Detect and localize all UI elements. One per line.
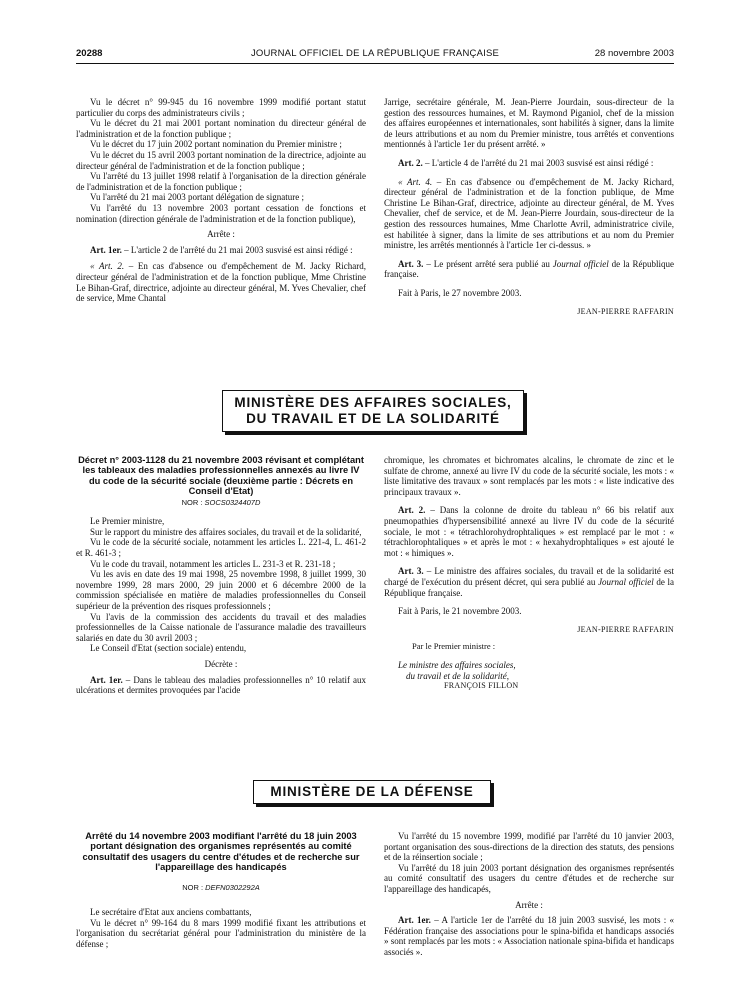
visa-paragraph: Vu le décret n° 99-945 du 16 novembre 1999 modifié portant statut particulier du corps des administrateurs civils ;	[76, 97, 366, 118]
quoted-article	[76, 261, 366, 303]
ministry-heading-line2: DU TRAVAIL ET DE LA SOLIDARITÉ	[246, 411, 500, 426]
article-label: Art. 2.	[398, 505, 426, 516]
quoted-article-text: – En cas d'absence ou d'empêchement de M. Jacky Richard, directeur général de l'administration et de la fonction publique, de Mme Christine Le Bihan-Graf, directrice, adjointe au directeur général, de M. Yves Chevalier, chef de service, et de M. Jean-Pierre Jourdain, sous-directeur de la gestion des ressources humaines, Mme Charlotte Avril, administratrice civile, est habilitée à signer, dans la limite de ses attributions et au nom du Premier ministre, les arrêtés mentionnés à l'article 1er ci-dessus. »	[384, 176, 674, 251]
quoted-article-label: « Art. 4.	[398, 176, 433, 187]
article-paragraph	[384, 505, 674, 558]
visa-paragraph: Vu le décret du 17 juin 2002 portant nomination du Premier ministre ;	[90, 139, 342, 150]
page-header	[76, 48, 674, 62]
signature: JEAN-PIERRE RAFFARIN	[577, 624, 674, 634]
ministry-heading-box	[222, 390, 524, 432]
minister-title-line2: du travail et de la solidarité,	[406, 670, 509, 681]
decree3-right-column	[384, 831, 674, 958]
article-paragraph: Art. 3. – Le présent arrêté sera publié au Journal officiel de la République française.	[384, 258, 674, 280]
continued-paragraph: chromique, les chromates et bichromates alcalins, le chromate de zinc et le sulfate de chrome, annexé au livre IV du code de la sécurité sociale, les mots : « liste limitative des travaux » sont remplacés par les mots : « liste indicative des principaux travaux ».	[384, 455, 674, 497]
ministry-heading-line1: MINISTÈRE DE LA DÉFENSE	[270, 784, 474, 799]
signature: JEAN-PIERRE RAFFARIN	[577, 306, 674, 316]
continued-paragraph: Jarrige, secrétaire générale, M. Jean-Pierre Jourdain, sous-directeur de la gestion des ressources humaines, et M. Raymond Piganiol, chef de la mission des affaires européennes et internationales, sont habilités à signer, dans la limite de leurs attributions et au nom du Premier ministre, tous arrêtés et conventions mentionnés à l'article 1er du présent arrêté. »	[384, 97, 674, 150]
visa-paragraph: Vu l'arrêté du 13 novembre 2003 portant cessation de fonctions et nomination (direction générale de l'administration et de la fonction publique),	[76, 202, 366, 224]
header-rule	[76, 63, 674, 64]
article-label: Art. 3.	[398, 566, 424, 577]
article-paragraph	[76, 245, 366, 256]
visa-paragraph: Le secrétaire d'Etat aux anciens combattants,	[90, 907, 252, 918]
page-number: 20288	[76, 48, 103, 59]
nor-code: SOCS0324407D	[204, 497, 261, 507]
decree-title: Décret n° 2003-1128 du 21 novembre 2003 révisant et complétant les tableaux des maladies professionnelles annexés au livre IV du code de la sécurité sociale (deuxième partie : Décrets en Conseil d'Etat)	[78, 455, 364, 497]
fait-a-paris: Fait à Paris, le 27 novembre 2003.	[398, 287, 522, 298]
article-text: – Dans le tableau des maladies professionnelles n° 10 relatif aux ulcérations et dermites provoquées par l'acide	[76, 674, 367, 696]
quoted-article	[384, 177, 674, 251]
decrete-heading: Décrète :	[204, 658, 238, 669]
visa-paragraph: Vu l'arrêté du 13 juillet 1998 relatif à l'organisation de la direction générale de l'administration et de la fonction publique ;	[76, 171, 366, 192]
visa-paragraph: Vu le code de la sécurité sociale, notamment les articles L. 221-4, L. 461-2 et R. 461-3 ;	[76, 537, 366, 558]
decree2-left-column	[76, 455, 366, 696]
article-paragraph: Art. 3. – Le ministre des affaires sociales, du travail et de la solidarité est chargé de l'exécution du présent décret, qui sera publié au Journal officiel de la République française.	[384, 566, 674, 598]
fait-a-paris: Fait à Paris, le 21 novembre 2003.	[398, 606, 522, 617]
article-paragraph	[384, 158, 674, 169]
journal-title: JOURNAL OFFICIEL DE LA RÉPUBLIQUE FRANÇAISE	[250, 48, 500, 59]
decree-title: Arrêté du 14 novembre 2003 modifiant l'arrêté du 18 juin 2003 portant désignation des organismes représentés au comité consultatif des usagers du centre d'études et de recherche sur l'appareillage des handicapés	[82, 831, 360, 873]
quoted-article-text: – En cas d'absence ou d'empêchement de M. Jacky Richard, directeur général de l'administration et de la fonction publique, Mme Christine Le Bihan-Graf, directrice, adjointe au directeur général, M. Yves Chevalier, chef de service, Mme Chantal	[76, 261, 366, 304]
visa-paragraph: Le Conseil d'Etat (section sociale) entendu,	[90, 643, 247, 654]
ministry-heading-box	[253, 780, 491, 804]
article-text: – Dans la colonne de droite du tableau n° 66 bis relatif aux pneumopathies d'hypersensibilité annexé au livre IV du code de la sécurité sociale, le mot : « tétrachlorohydrophtaliques » est remplacé par le mot : « tétrachlorophtaliques » et après le mot : « hexahydrophtaliques » est ajouté le mot : « himiques ».	[384, 505, 674, 558]
journal-officiel-ref: Journal officiel	[598, 576, 654, 587]
par-le-premier-ministre: Par le Premier ministre :	[412, 641, 496, 652]
visa-paragraph: Vu le décret du 15 avril 2003 portant nomination de la directrice, adjointe au directeur général de l'administration et de la fonction publique ;	[76, 149, 366, 171]
minister-signature: FRANÇOIS FILLON	[444, 681, 519, 691]
visa-paragraph: Le Premier ministre,	[90, 516, 165, 527]
article-paragraph	[76, 675, 366, 696]
visa-paragraph: Vu le décret du 21 mai 2001 portant nomination du directeur général de l'administration et de la fonction publique ;	[76, 118, 366, 139]
section1-left-paras	[76, 97, 366, 224]
nor-code: DEFN0302292A	[205, 882, 260, 892]
minister-title-line1: Le ministre des affaires sociales,	[398, 659, 516, 670]
article-text: – L'article 2 de l'arrêté du 21 mai 2003 susvisé est ainsi rédigé :	[121, 244, 353, 255]
article-label: Art. 1er.	[90, 674, 123, 685]
decree3-left-column	[76, 831, 366, 950]
article-label: Art. 1er.	[90, 244, 122, 255]
article-label: Art. 2.	[398, 157, 423, 168]
visa-paragraph: Vu le décret n° 99-164 du 8 mars 1999 modifié fixant les attributions et l'organisation du secrétariat général pour l'administration du ministère de la défense ;	[76, 917, 366, 949]
article-label: Art. 3.	[398, 258, 424, 269]
arrete-heading: Arrête :	[515, 899, 543, 910]
decree2-right-column	[384, 455, 674, 692]
decree2-visas	[76, 516, 366, 654]
journal-officiel-ref: Journal officiel	[552, 258, 609, 269]
issue-date: 28 novembre 2003	[594, 48, 674, 59]
nor-reference: NOR : SOCS0324407D	[181, 497, 261, 507]
article-text: – L'article 4 de l'arrêté du 21 mai 2003 susvisé est ainsi rédigé :	[422, 157, 654, 168]
visa-paragraph: Sur le rapport du ministre des affaires sociales, du travail et de la solidarité,	[90, 526, 362, 537]
article-label: Art. 1er.	[398, 915, 431, 926]
quoted-article-label: « Art. 2.	[90, 261, 125, 272]
visa-paragraph: Vu l'arrêté du 21 mai 2003 portant délégation de signature ;	[90, 192, 305, 203]
visa-paragraph: Vu l'avis de la commission des accidents du travail et des maladies professionnelles de la Caisse nationale de l'assurance maladie des travailleurs salariés en date du 30 avril 2003 ;	[76, 611, 366, 643]
ministry-heading-line1: MINISTÈRE DES AFFAIRES SOCIALES,	[234, 395, 512, 410]
article-paragraph	[384, 915, 674, 957]
visa-paragraph: Vu l'arrêté du 15 novembre 1999, modifié par l'arrêté du 10 janvier 2003, portant organisation des sous-directions de la direction des statuts, des pensions et de la réinsertion sociale ;	[384, 831, 674, 863]
visa-paragraph: Vu le code du travail, notamment les articles L. 231-3 et R. 231-18 ;	[90, 558, 336, 569]
section1-left-column	[76, 97, 366, 304]
visa-paragraph: Vu l'arrêté du 18 juin 2003 portant désignation des organismes représentés au comité consultatif des usagers du centre d'études et de recherche sur l'appareillage des handicapés,	[384, 862, 674, 894]
article-text: – A l'article 1er de l'arrêté du 18 juin 2003 susvisé, les mots : « Fédération française des associations pour le spina-bifida et handicaps associés » sont remplacés par les mots : « Association nationale spina-bifida et handicaps associés ».	[384, 915, 675, 957]
visa-paragraph: Vu les avis en date des 19 mai 1998, 25 novembre 1998, 8 juillet 1999, 30 novembre 1999, 28 mars 2000, 29 juin 2000 et 6 décembre 2000 de la commission spécialisée en matière de maladies professionnelles du Conseil supérieur de la prévention des risques professionnels ;	[76, 569, 366, 611]
arrete-heading: Arrête :	[207, 229, 235, 240]
section1-right-column	[384, 97, 674, 317]
nor-reference: NOR : DEFN0302292A	[182, 882, 260, 892]
